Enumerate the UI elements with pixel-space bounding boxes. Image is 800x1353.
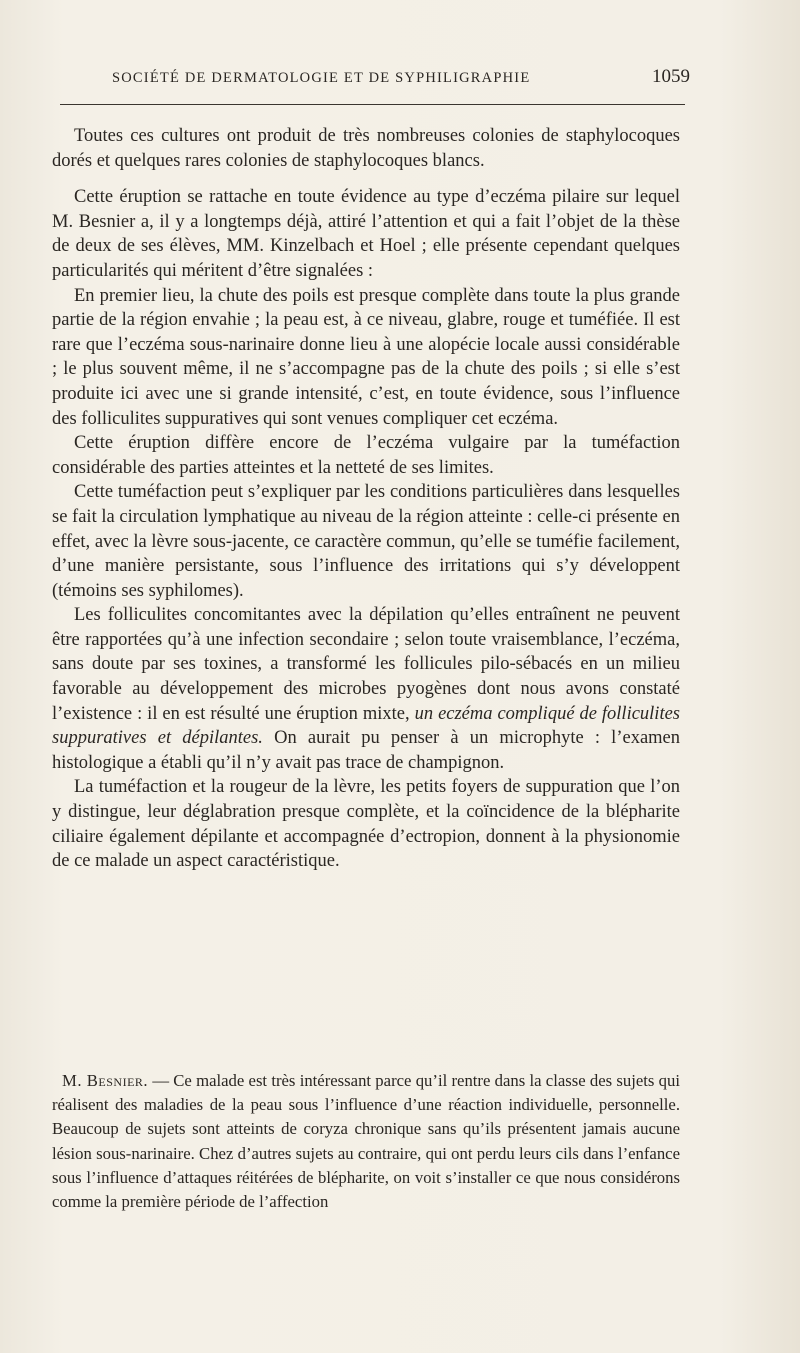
folliculitis-italic: un eczéma compliqué de folliculites suppuratives et dépilantes. xyxy=(52,703,680,749)
folliculitis-text-end: On aurait pu penser à un microphyte : l’examen histologique a établi qu’il n’y avait pas trace de champignon. xyxy=(52,728,681,773)
folliculitis-text-start: Les folliculites concomitantes avec la dépilation qu’elles entraînent ne peuvent être rapportées qu’à une infection secondaire ; selon toute vraisemblance, l’eczéma, sans doute par ses toxines, a transformé les follicules pilo-sébacés en un milieu favorable au développement des microbes pyogènes dont nous avons constaté l’existence : il en est résulté une éruption mixte, xyxy=(52,605,680,724)
running-title: SOCIÉTÉ DE DERMATOLOGIE ET DE SYPHILIGRAPHIE xyxy=(112,70,531,86)
speaker-name: M. Besnier. xyxy=(62,1071,149,1090)
paragraph-physiognomy: La tuméfaction et la rougeur de la lèvre, les petits foyers de suppuration que l’on y distingue, leur déglabration presque complète, et la coïncidence de la blépharite ciliaire également dépilante et accompagnée d’ectropion, donnent à la physionomie de ce malade un aspect caractéristique. xyxy=(52,777,680,872)
paragraph-cultures: Toutes ces cultures ont produit de très nombreuses colonies de staphylocoques dorés et quelques rares colonies de staphylocoques blancs. xyxy=(52,126,680,171)
header-rule xyxy=(60,104,685,105)
discussion-paragraph xyxy=(52,1069,680,1214)
discussion-section xyxy=(52,1069,680,1214)
discussion-text: — Ce malade est très intéressant parce qu’il rentre dans la classe des sujets qui réalisent des maladies de la peau sous l’influence d’une réaction individuelle, personnelle. Beaucoup de sujets sont atteints de coryza chronique sans qu’ils présentent jamais aucune lésion sous-narinaire. Chez d’autres sujets au contraire, qui ont perdu leurs cils dans l’enfance sous l’influence d’attaques réitérées de blépharite, on voit s’installer ce que nous considérons comme la première période de l’affection xyxy=(52,1071,681,1212)
page-header xyxy=(112,66,690,88)
paragraph-hair-loss: En premier lieu, la chute des poils est presque complète dans toute la plus grande partie de la région envahie ; la peau est, à ce niveau, glabre, rouge et tuméfiée. Il est rare que l’eczéma sous-narinaire donne lieu à une alopécie locale aussi considérable ; le plus souvent même, il ne s’accompagne pas de la chute des poils ; si elle s’est produite ici avec une si grande intensité, c’est, en toute évidence, sous l’influence des folliculites suppuratives qui sont venues compliquer cet eczéma. xyxy=(52,285,680,429)
paragraph-folliculitis xyxy=(52,603,680,775)
paragraph-lymphatic: Cette tuméfaction peut s’expliquer par les conditions particulières dans lesquelles se fait la circulation lymphatique au niveau de la région atteinte : celle-ci présente en effet, avec la lèvre sous-jacente, ce caractère commun, qu’elle se tuméfie facilement, d’une manière persistante, sous l’influence des irritations qui s’y développent (témoins ses syphilomes). xyxy=(52,482,680,601)
main-text xyxy=(52,124,680,874)
paragraph-eczema-type: Cette éruption se rattache en toute évidence au type d’eczéma pilaire sur lequel M. Besnier a, il y a longtemps déjà, attiré l’attention et qui a fait l’objet de la thèse de deux de ses élèves, MM. Kinzelbach et Hoel ; elle présente cependant quelques particularités qui méritent d’être signalées : xyxy=(52,187,680,281)
paragraph-tumefaction: Cette éruption diffère encore de l’eczéma vulgaire par la tuméfaction considérable des parties atteintes et la netteté de ses limites. xyxy=(52,433,680,478)
page-number: 1059 xyxy=(652,66,690,87)
